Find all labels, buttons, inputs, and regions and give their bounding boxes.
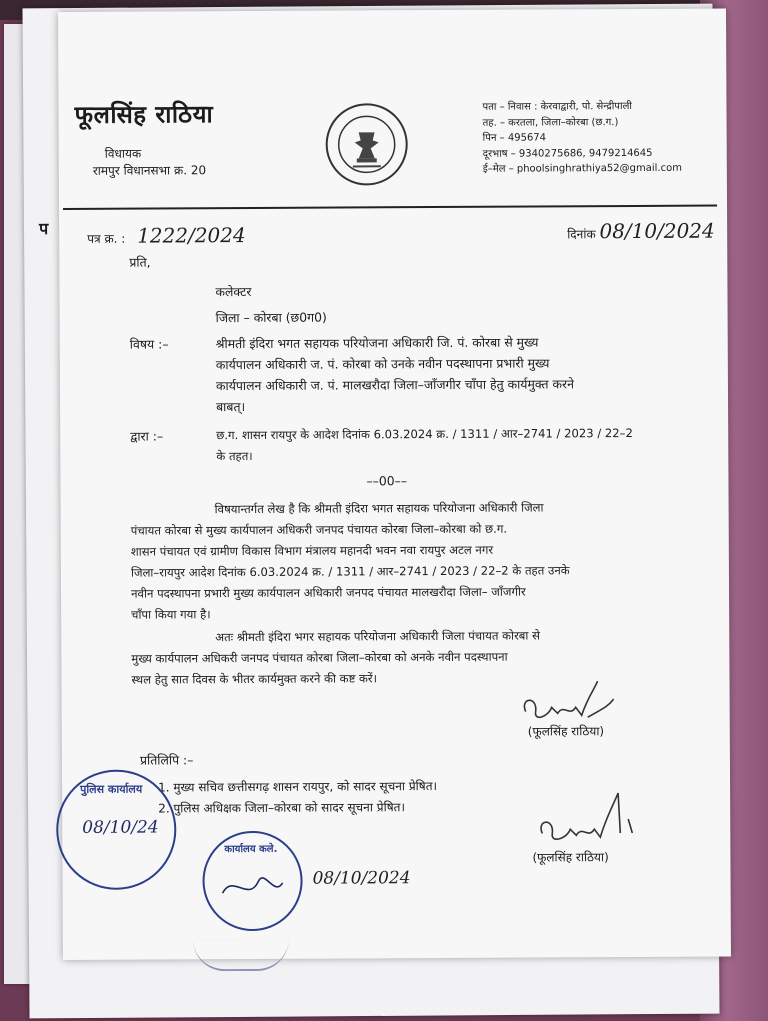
para-line: शासन पंचायत एवं ग्रामीण विकास विभाग मंत्रालय महानदी भवन नवा रायपुर अटल नगर: [130, 542, 494, 559]
copy-item: 2. पुलिस अधिक्षक जिला–कोरबा को सादर सूचना प्रेषित।: [158, 800, 406, 816]
copy-list: [158, 776, 437, 819]
address-line: तह. – करतला, जिला–कोरबा (छ.ग.): [482, 116, 619, 129]
subject-line: कार्यपालन अधिकारी ज. पं. मालखरौदा जिला–जाँजगीर चाँपा हेतु कार्यमुक्त करने: [215, 376, 575, 394]
edge-mark: प: [39, 219, 49, 239]
letter-date-label: दिनांक: [567, 227, 596, 242]
police-stamp-text: पुलिस कार्यालय: [80, 782, 143, 796]
letter-date: [567, 219, 715, 244]
recipient-district: जिला – कोरबा (छ0ग0): [215, 309, 327, 326]
subject-line: बाबत्।: [216, 399, 246, 415]
recipient-title: कलेक्टर: [215, 283, 252, 300]
para-line: अतः श्रीमती इंदिरा भगर सहायक परियोजना अधिकारी जिला पंचायत कोरबा से: [215, 628, 540, 645]
paragraph-1: [131, 497, 692, 626]
prati: प्रति,: [129, 254, 151, 270]
address-line: पिन – 495674: [482, 132, 547, 144]
letter-number-handwritten: 1222/2024: [137, 223, 246, 248]
collector-stamp-scribble-icon: [218, 863, 286, 909]
letter-page: [39, 9, 731, 960]
collector-office-stamp: [202, 831, 303, 932]
through-line: छ.ग. शासन रायपुर के आदेश दिनांक 6.03.2024 क्र. / 1311 / आर–2741 / 2023 / 22–2: [216, 425, 633, 443]
header-divider: [63, 205, 717, 210]
signature-1-icon: [517, 677, 637, 728]
address-line: पता – निवास : केरवाद्वारी, पो. सेन्द्रीपाली: [482, 100, 632, 113]
police-stamp-date: 08/10/24: [82, 817, 159, 838]
letter-date-handwritten: 08/10/2024: [599, 218, 715, 244]
para-line: नवीन पदस्थापना प्रभारी मुख्य कार्यपालन अधिकारी जनपद पंचायत मालखरौदा जिला– जाँजगीर: [131, 584, 526, 601]
sender-constituency: रामपुर विधानसभा क्र. 20: [92, 163, 207, 178]
through-label: द्वारा :–: [130, 428, 164, 444]
signature-2-name: (फूलसिंह राठिया): [532, 850, 609, 865]
para-line: जिला–रायपुर आदेश दिनांक 6.03.2024 क्र. / 1311 / आर–2741 / 2023 / 22–2 के तहत उनके: [130, 563, 570, 580]
para-line: स्थल हेतु सात दिवस के भीतर कार्यमुक्त करने की कष्ट करें।: [131, 671, 378, 687]
sender-address: [482, 99, 682, 178]
letter-number: [87, 223, 246, 248]
sender-name: फूलसिंह राठिया: [74, 100, 214, 129]
subject-line: कार्यपालन अधिकारी ज. पं. कोरबा को उनके नवीन पदस्थापना प्रभारी मुख्य: [215, 355, 550, 373]
subject-line: श्रीमती इंदिरा भगत सहायक परियोजना अधिकारी जि. पं. कोरबा से मुख्य: [215, 334, 539, 352]
para-line: चाँपा किया गया है।: [131, 607, 211, 622]
collector-stamp-text: कार्यालय कले.: [224, 843, 278, 856]
through-line: के तहत।: [216, 448, 253, 464]
para-line: पंचायत कोरबा से मुख्य कार्यपालन अधिकरी जनपद पंचायत कोरबा जिला–कोरबा को छ.ग.: [130, 521, 508, 538]
police-office-stamp: [56, 769, 177, 890]
subject-text: [216, 331, 574, 417]
signature-2-icon: [532, 789, 662, 850]
collector-received-date: 08/10/2024: [312, 868, 411, 889]
letter-number-label: पत्र क्र. :: [87, 231, 126, 246]
subject-label: विषय :–: [129, 336, 169, 352]
assembly-emblem-icon: [324, 102, 408, 186]
address-line: ई–मेल – phoolsinghrathiya52@gmail.com: [482, 162, 682, 175]
signature-1-name: (फूलसिंह राठिया): [527, 724, 605, 739]
para-line: मुख्य कार्यपालन अधिकरी जनपद पंचायत कोरबा जिला–कोरबा को अनके नवीन पदस्थापना: [131, 649, 508, 666]
sender-role: विधायक: [104, 146, 142, 161]
para-line: विषयान्तर्गत लेख है कि श्रीमती इंदिरा भगत सहायक परियोजना अधिकारी जिला: [214, 500, 544, 517]
address-line: दूरभाष – 9340275686, 9479214645: [482, 147, 653, 160]
copy-label: प्रतिलिपि :–: [139, 752, 194, 768]
separator: ––00––: [366, 473, 408, 489]
copy-item: 1. मुख्य सचिव छत्तीसगढ़ शासन रायपुर, को सादर सूचना प्रेषित।: [158, 779, 438, 795]
through-text: [216, 423, 633, 467]
